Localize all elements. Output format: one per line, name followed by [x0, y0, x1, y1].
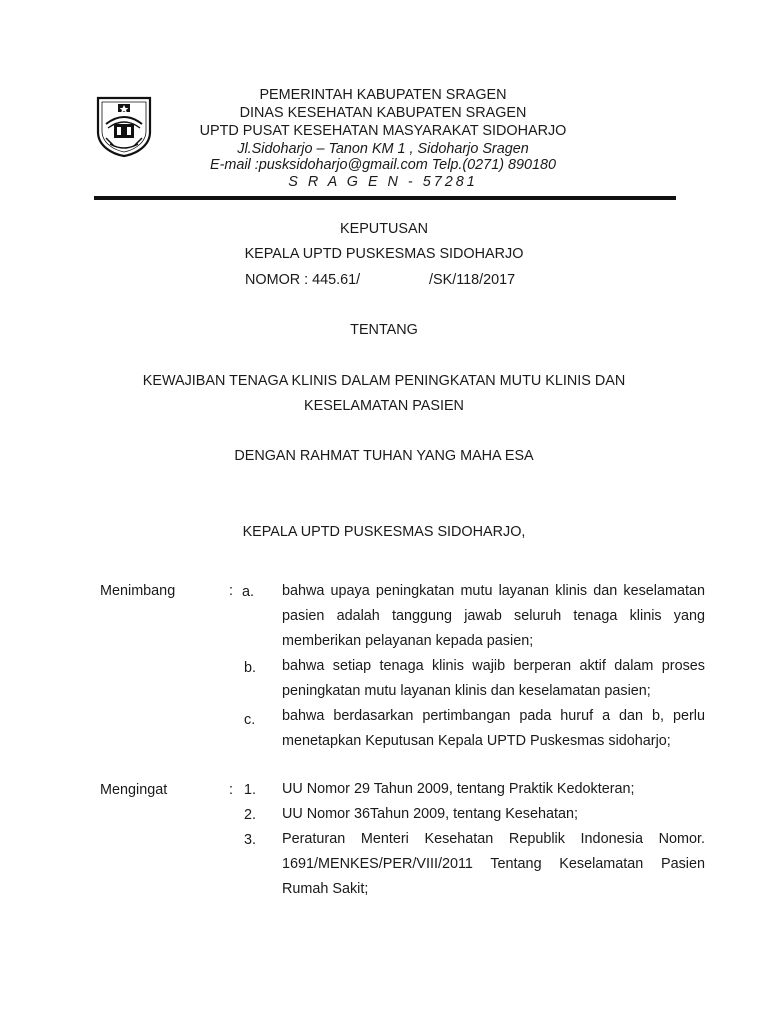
issuer-title: KEPALA UPTD PUSKESMAS SIDOHARJO [244, 246, 524, 262]
letterhead-divider [94, 196, 676, 200]
menimbang-colon: : [229, 583, 233, 599]
letterhead-institution: UPTD PUSAT KESEHATAN MASYARAKAT SIDOHARJO [199, 123, 567, 139]
menimbang-item-num: c. [244, 712, 256, 728]
mengingat-item-text: Peraturan Menteri Kesehatan Republik Indonesia Nomor. 1691/MENKES/PER/VIII/2011 Tentang Keselamatan Pasien Rumah Sakit; [282, 831, 705, 897]
menimbang-label: Menimbang [100, 583, 176, 599]
letterhead-contact: E-mail :pusksidoharjo@gmail.com Telp.(0271) 890180 [209, 157, 557, 173]
menimbang-item-text: bahwa upaya peningkatan mutu layanan klinis dan keselamatan pasien adalah tanggung jawab seluruh tenaga klinis yang memberikan pelayanan kepada pasien; [282, 583, 705, 649]
mengingat-label: Mengingat [100, 782, 168, 798]
decree-number-prefix: NOMOR : 445.61/ [245, 272, 361, 288]
letterhead-department: DINAS KESEHATAN KABUPATEN SRAGEN [239, 105, 527, 121]
menimbang-item-text: bahwa berdasarkan pertimbangan pada huruf a dan b, perlu menetapkan Keputusan Kepala UPTD Puskesmas sidoharjo; [282, 708, 705, 749]
decree-number-suffix: /SK/118/2017 [429, 272, 516, 288]
menimbang-item-num: b. [244, 660, 257, 676]
mengingat-item-text: UU Nomor 29 Tahun 2009, tentang Praktik Kedokteran; [282, 781, 635, 797]
mengingat-item-text: UU Nomor 36Tahun 2009, tentang Kesehatan; [282, 806, 579, 822]
menimbang-item-num: a. [242, 584, 255, 600]
mengingat-item-num: 2. [244, 807, 257, 823]
mengingat-item-num: 3. [244, 832, 257, 848]
tentang-heading: TENTANG [350, 322, 418, 338]
letterhead-government: PEMERINTAH KABUPATEN SRAGEN [259, 87, 507, 103]
signatory-title: KEPALA UPTD PUSKESMAS SIDOHARJO, [242, 524, 526, 540]
letterhead-address: Jl.Sidoharjo – Tanon KM 1 , Sidoharjo Sragen [237, 141, 529, 157]
mengingat-colon: : [229, 782, 233, 798]
document-type: KEPUTUSAN [340, 221, 428, 237]
menimbang-item-text: bahwa setiap tenaga klinis wajib berperan aktif dalam proses peningkatan mutu layanan klinis dan keselamatan pasien; [282, 658, 705, 699]
sragen-emblem-icon [94, 94, 154, 158]
blessing-line: DENGAN RAHMAT TUHAN YANG MAHA ESA [234, 448, 534, 464]
subject-line-1: KEWAJIBAN TENAGA KLINIS DALAM PENINGKATAN MUTU KLINIS DAN [142, 373, 626, 389]
letterhead-city: S R A G E N - 57281 [288, 174, 478, 190]
subject-line-2: KESELAMATAN PASIEN [304, 398, 464, 414]
mengingat-item-num: 1. [244, 782, 257, 798]
